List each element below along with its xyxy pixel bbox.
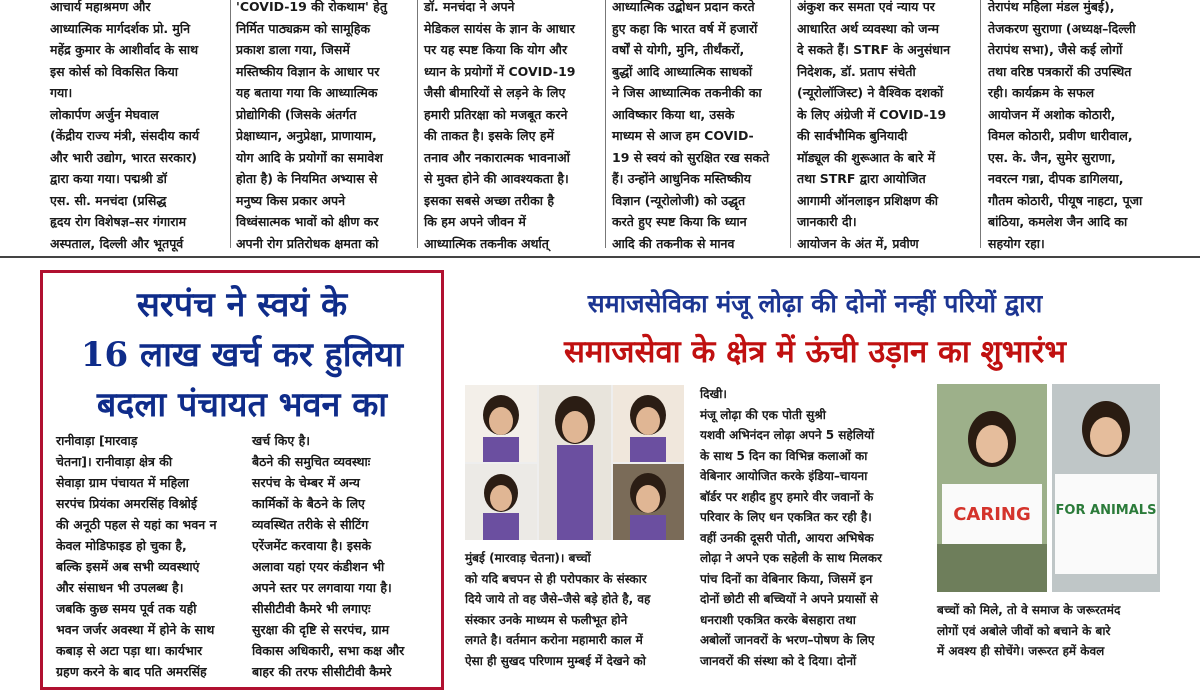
text-line: गया। [50,85,73,100]
text-line: पर यह स्पष्ट किया कि योग और [424,42,568,57]
text-line: सहयोग रहा। [988,235,1045,251]
column-text [988,0,1160,254]
sarpanch-article-column-2 [252,430,432,682]
text-line: अबोलों जानवरों के भरण–पोषण के लिए [700,633,875,647]
column-text [50,0,222,254]
text-line: जैसी बीमारियों से लड़ने के लिए [424,85,566,100]
text-line: तेरापंथ महिला मंडल मुंबई), [988,0,1115,14]
text-line: निदेशक, डॉ. प्रताप संचेती [797,63,916,79]
manju-lodha-headline: समाजसेवा के क्षेत्र में ऊंची उड़ान का शुभारंभ [563,334,1067,370]
text-line: और भारी उद्योग, भारत सरकार) [50,149,197,165]
column-text [700,384,922,671]
text-line: और संसाधन भी उपलब्ध है। [56,580,184,595]
manju-lodha-column-2 [700,384,922,671]
column-text [465,548,684,671]
text-line: को यदि बचपन से ही परोपकार के संस्कार [465,571,647,586]
column-divider [230,0,231,248]
text-line: अलावा यहां एयर कंडीशन भी [252,559,385,574]
text-line: दे सकते हैं। STRF के अनुसंधान [797,42,951,57]
text-line: अपनी रोग प्रतिरोधक क्षमता को [236,235,379,251]
top-article-column-3 [424,0,600,254]
text-line: लोगों एवं अबोले जीवों को बचाने के बारे [937,623,1111,638]
text-line: बाहर की तरफ सीसीटीवी कैमरे [252,664,392,679]
text-line: तेजकरण सुराणा (अध्यक्ष–दिल्ली [988,20,1136,36]
text-line: एरेंजमेंट करवाया है। इसके [252,538,372,553]
column-divider [980,0,981,248]
text-line: (न्यूरोलॉजिस्ट) ने वैश्विक दशकों [797,85,944,100]
section-divider [0,256,1200,258]
sarpanch-headline [50,280,434,430]
text-line: एस. सी. मनचंदा (प्रसिद्ध [50,192,167,208]
text-line: यह बताया गया कि आध्यात्मिक [236,85,378,100]
text-line: बॉर्डर पर शहीद हुए हमारे वीर जवानों के [700,489,874,504]
text-line: के लिए अंग्रेजी में COVID-19 [797,106,947,122]
text-line: केवल मोडिफाइड हो चुका है, [56,538,187,553]
text-line: गौतम कोठारी, पीयूष नाहटा, पूजा [988,192,1143,208]
column-divider [790,0,791,248]
text-line: तथा वरिष्ठ पत्रकारों की उपस्थित [988,63,1132,79]
girl-for-animals-sign-photo [1052,384,1160,592]
text-line: लोकार्पण अर्जुन मेघवाल [50,106,159,122]
text-line: वेबिनार आयोजित करके इंडिया–चायना [700,469,868,483]
text-line: सुरक्षा की दृष्टि से सरपंच, ग्राम [252,622,390,637]
text-line: कार्मिकों के बैठने के लिए [252,496,365,511]
column-text [56,430,236,682]
text-line: जानवरों की संस्था को दे दिया। दोनों [700,653,857,668]
manju-lodha-column-3 [937,600,1160,662]
text-line: ध्यान के प्रयोगों में COVID-19 [424,63,576,79]
text-line: वर्षों से योगी, मुनि, तीर्थंकरों, [612,42,745,57]
text-line: आध्यात्मिक मार्गदर्शक प्रो. मुनि [50,20,191,36]
text-line: रही। कार्यक्रम के सफल [988,85,1095,100]
text-line: बुद्धों आदि आध्यात्मिक साधकों [612,63,753,79]
text-line: अस्पताल, दिल्ली और भूतपूर्व [50,235,184,251]
text-line: लोढ़ा ने अपने एक सहेली के साथ मिलकर [700,551,882,565]
text-line: हृदय रोग विशेषज्ञ–सर गंगाराम [50,214,187,229]
subheading-seating: बैठने की समुचित व्यवस्थाः [252,454,371,469]
text-line: आयोजन में अशोक कोठारी, [988,106,1116,122]
text-line: तनाव और नकारात्मक भावनाओं [424,149,570,165]
text-line: आविष्कार किया था, उसके [612,106,735,122]
text-line: तथा STRF द्वारा आयोजित [797,171,926,186]
manju-lodha-kicker: समाजसेविका मंजू लोढ़ा की दोनों नन्हीं परियों द्वारा [587,289,1043,318]
text-line: मेडिकल सायंस के ज्ञान के आधार [424,20,575,36]
manju-lodha-column-1 [465,548,684,671]
column-divider [605,0,606,248]
text-line: विकास अधिकारी, सभा कक्ष और [252,643,405,658]
text-line: नवरत्न गन्ना, दीपक डागिलया, [988,171,1124,186]
text-line: कबाड़ से अटा पड़ा था। कार्यभार [56,643,203,658]
text-line: रानीवाड़ा [मारवाड़ [56,433,138,448]
text-line: पांच दिनों का वेबिनार किया, जिसमें इन [700,571,873,586]
column-text [424,0,600,254]
text-line: यशवी अभिनंदन लोढ़ा अपने 5 सहेलियों [700,428,875,442]
text-line: आधारित अर्थ व्यवस्था को जन्म [797,20,939,36]
text-line: अपने स्तर पर लगवाया गया है। [252,580,392,595]
column-text [612,0,784,254]
top-article-column-2 [236,0,410,254]
column-divider [417,0,418,248]
text-line: प्रोद्योगिकी (जिसके अंतर्गत [236,106,357,122]
text-line: व्यवस्थित तरीके से सीटिंग [252,517,369,532]
text-line: (केंद्रीय राज्य मंत्री, संसदीय कार्य [50,128,200,143]
text-line: बच्चों को मिले, तो वे समाज के जरूरतमंद [937,603,1121,617]
text-line: से मुक्त होने की आवश्यकता है। [424,171,569,186]
text-line: चेतना]। रानीवाड़ा क्षेत्र की [56,454,173,469]
text-line: माध्यम से आज हम COVID- [612,128,754,143]
text-line: मुंबई (मारवाड़ चेतना)। बच्चों [465,551,591,565]
top-article-column-6 [988,0,1160,254]
text-line: धनराशी एकत्रित करके बेसहारा तथा [700,612,856,627]
column-text [797,0,973,254]
headline-line-3: बदला पंचायत भवन का [96,385,388,425]
sign-text-for-animals: FOR ANIMALS [1055,503,1157,518]
text-line: एस. के. जैन, सुमेर सुराणा, [988,149,1116,165]
text-line: की ताकत है। इसके लिए हमें [424,128,554,143]
text-line: हुए कहा कि भारत वर्ष में हजारों [612,20,758,36]
column-text [252,472,432,598]
text-line: विमल कोठारी, प्रवीण धारीवाल, [988,128,1133,143]
text-line: भवन जर्जर अवस्था में होने के साथ [56,622,215,637]
text-line: ऐसा ही सुखद परिणाम मुम्बई में देखने को [465,653,646,668]
headline-line-1: सरपंच ने स्वयं के [136,285,348,325]
text-line: आदि की तकनीक से मानव [612,235,735,251]
text-line: जानकारी दी। [797,214,857,229]
text-line: महेंद्र कुमार के आशीर्वाद के साथ [50,42,199,57]
text-line: लगते है। वर्तमान करोना महामारी काल में [465,633,643,647]
text-line: प्रकाश डाला गया, जिसमें [236,42,350,57]
text-line: मस्तिष्कीय विज्ञान के आधार पर [236,63,380,79]
column-text [252,619,432,682]
text-line: डॉ. मनचंदा ने अपने [424,0,515,14]
text-line: परिवार के लिए धन एकत्रित कर रही है। [700,510,872,524]
text-line: दोनों छोटी सी बच्चियों ने अपने प्रयासों से [700,592,879,606]
text-line: बल्कि इसमें अब सभी व्यवस्थाएं [56,559,200,574]
text-line: ने जिस आध्यात्मिक तकनीकी का [612,85,762,100]
text-line: इसका सबसे अच्छा तरीका है [424,192,554,208]
text-line: मंजू लोढ़ा की एक पोती सुश्री [700,407,826,422]
text-line: आयोजन के अंत में, प्रवीण [797,235,919,251]
column-intro: खर्च किए है। [252,433,310,448]
text-line: की सार्वभौमिक बुनियादी [797,128,908,143]
text-line: आध्यात्मिक तकनीक अर्थात् [424,235,549,251]
text-line: ग्रहण करने के बाद पति अमरसिंह [56,664,207,679]
text-line: दिखी। [700,387,727,401]
subheading-cctv: सीसीटीवी कैमरे भी लगाएः [252,601,371,616]
text-line: हैं। उन्होंने आधुनिक मस्तिष्कीय [612,171,752,186]
text-line: मॉड्यूल की शुरूआत के बारे में [797,149,936,165]
top-article-column-1 [50,0,222,254]
text-line: इस कोर्स को विकसित किया [50,63,179,79]
text-line: निर्मित पाठ्यक्रम को सामूहिक [236,20,371,36]
text-line: विज्ञान (न्यूरोलोजी) को उद्धृत [612,192,746,208]
text-line: करते हुए स्पष्ट किया कि ध्यान [612,214,747,229]
text-line: तेरापंथ सभा), जैसे कई लोगों [988,42,1123,57]
text-line: द्वारा कया गया। पद्मश्री डॉ [50,171,167,186]
text-line: मनुष्य किस प्रकार अपने [236,192,346,208]
column-text [236,0,410,254]
text-line: वहीं उनकी दूसरी पोती, आयरा अभिषेक [700,530,874,545]
text-line: आगामी ऑनलाइन प्रशिक्षण की [797,192,939,208]
sign-text-caring: CARING [953,504,1031,525]
text-line: सरपंच प्रियंका अमरसिंह विश्नोई [56,496,197,511]
text-line: सरपंच के चेम्बर में अन्य [252,475,360,490]
headline-line-2: 16 लाख खर्च कर हुलिया [80,335,404,375]
text-line: बांठिया, कमलेश जैन आदि का [988,214,1128,229]
text-line: 19 से स्वयं को सुरक्षित रख सकते [612,149,770,165]
text-line: आध्यात्मिक उद्बोधन प्रदान करते [612,0,755,14]
text-line: विध्वंसात्मक भावों को क्षीण कर [236,214,379,229]
text-line: में अवश्य ही सोचेंगे। जरूरत हमें केवल [937,644,1105,658]
text-line: योग आदि के प्रयोगों का समावेश [236,149,383,165]
sarpanch-article-column-1 [56,430,236,682]
text-line: 'COVID-19 की रोकथाम' हेतु [236,0,387,14]
text-line: आचार्य महाश्रमण और [50,0,151,14]
text-line: संस्कार उनके माध्यम से फलीभूत होने [465,612,628,627]
text-line: अंकुश कर समता एवं न्याय पर [797,0,935,14]
column-text [937,600,1160,662]
text-line: दिये जाये तो वह जैसे–जैसे बड़े होते है, वह [465,592,651,606]
text-line: हमारी प्रतिरक्षा को मजबूत करने [424,106,568,122]
text-line: जबकि कुछ समय पूर्व तक यही [56,601,197,616]
girl-caring-sign-photo [937,384,1047,592]
text-line: सेवाड़ा ग्राम पंचायत में महिला [56,475,189,490]
text-line: कि हम अपने जीवन में [424,214,526,229]
text-line: प्रेक्षाध्यान, अनुप्रेक्षा, प्राणायाम, [236,128,377,143]
girls-collage-photo [465,385,684,540]
text-line: की अनूठी पहल से यहां का भवन न [56,517,217,532]
top-article-column-5 [797,0,973,254]
text-line: के साथ 5 दिन का विभिन्न कलाओं का [700,448,868,463]
top-article-column-4 [612,0,784,254]
text-line: होता है) के नियमित अभ्यास से [236,171,378,186]
